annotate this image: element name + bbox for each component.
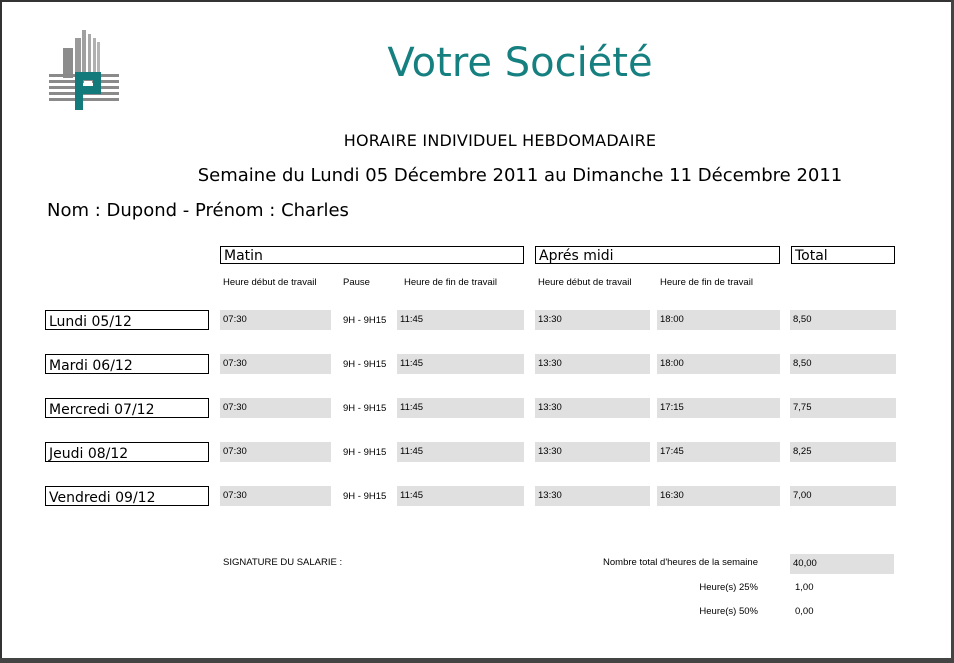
morning-start-cell: 07:30 xyxy=(220,486,331,506)
section-morning: Matin xyxy=(220,246,524,264)
overtime-25-value: 1,00 xyxy=(795,582,814,593)
day-label: Vendredi 09/12 xyxy=(45,486,209,506)
day-total-cell: 8,50 xyxy=(790,354,896,374)
day-total-cell: 7,00 xyxy=(790,486,896,506)
pause-cell: 9H - 9H15 xyxy=(343,491,387,502)
window-border-bottom xyxy=(0,658,954,663)
day-label: Mercredi 07/12 xyxy=(45,398,209,418)
pause-cell: 9H - 9H15 xyxy=(343,315,387,326)
day-label: Lundi 05/12 xyxy=(45,310,209,330)
morning-start-cell: 07:30 xyxy=(220,354,331,374)
column-morning-end: Heure de fin de travail xyxy=(404,277,497,288)
pause-cell: 9H - 9H15 xyxy=(343,359,387,370)
company-name: Votre Société xyxy=(387,40,653,86)
day-total-cell: 7,75 xyxy=(790,398,896,418)
overtime-50-label: Heure(s) 50% xyxy=(699,606,758,617)
overtime-25-label: Heure(s) 25% xyxy=(699,582,758,593)
afternoon-start-cell: 13:30 xyxy=(535,486,650,506)
afternoon-end-cell: 18:00 xyxy=(657,354,780,374)
morning-start-cell: 07:30 xyxy=(220,310,331,330)
afternoon-end-cell: 16:30 xyxy=(657,486,780,506)
morning-end-cell: 11:45 xyxy=(397,398,524,418)
morning-end-cell: 11:45 xyxy=(397,486,524,506)
morning-end-cell: 11:45 xyxy=(397,354,524,374)
section-afternoon: Aprés midi xyxy=(535,246,780,264)
afternoon-end-cell: 18:00 xyxy=(657,310,780,330)
column-afternoon-end: Heure de fin de travail xyxy=(660,277,753,288)
afternoon-start-cell: 13:30 xyxy=(535,354,650,374)
weekly-total-label: Nombre total d'heures de la semaine xyxy=(603,557,758,568)
column-afternoon-start: Heure début de travail xyxy=(538,277,632,288)
document-title: HORAIRE INDIVIDUEL HEBDOMADAIRE xyxy=(343,131,657,150)
company-logo-icon xyxy=(47,28,121,110)
morning-start-cell: 07:30 xyxy=(220,442,331,462)
morning-end-cell: 11:45 xyxy=(397,442,524,462)
window-border-left xyxy=(0,0,2,663)
day-label: Mardi 06/12 xyxy=(45,354,209,374)
window-border-top xyxy=(0,0,954,2)
day-total-cell: 8,50 xyxy=(790,310,896,330)
signature-label: SIGNATURE DU SALARIE : xyxy=(223,557,343,568)
afternoon-end-cell: 17:15 xyxy=(657,398,780,418)
weekly-total-value: 40,00 xyxy=(790,554,894,574)
employee-name: Nom : Dupond - Prénom : Charles xyxy=(47,200,349,221)
week-range: Semaine du Lundi 05 Décembre 2011 au Dimanche 11 Décembre 2011 xyxy=(197,165,843,186)
day-total-cell: 8,25 xyxy=(790,442,896,462)
column-morning-start: Heure début de travail xyxy=(223,277,317,288)
afternoon-end-cell: 17:45 xyxy=(657,442,780,462)
section-total: Total xyxy=(791,246,895,264)
overtime-50-value: 0,00 xyxy=(795,606,814,617)
pause-cell: 9H - 9H15 xyxy=(343,403,387,414)
afternoon-start-cell: 13:30 xyxy=(535,310,650,330)
morning-end-cell: 11:45 xyxy=(397,310,524,330)
afternoon-start-cell: 13:30 xyxy=(535,442,650,462)
pause-cell: 9H - 9H15 xyxy=(343,447,387,458)
column-pause: Pause xyxy=(343,277,370,288)
day-label: Jeudi 08/12 xyxy=(45,442,209,462)
afternoon-start-cell: 13:30 xyxy=(535,398,650,418)
morning-start-cell: 07:30 xyxy=(220,398,331,418)
